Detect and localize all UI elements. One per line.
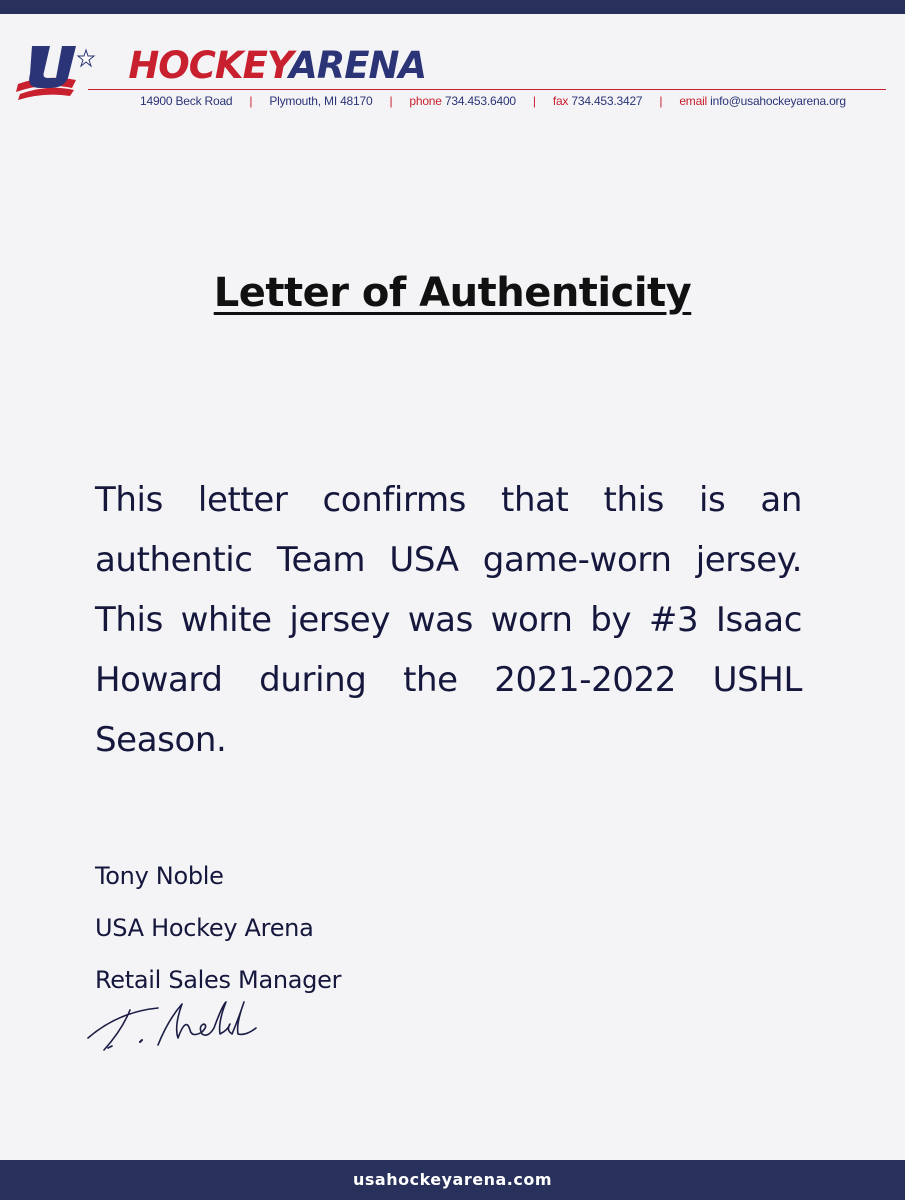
separator: | (249, 94, 253, 108)
logo-arena-text: ARENA (289, 44, 427, 87)
separator: | (659, 94, 663, 108)
logo-wordmark (46, 44, 426, 87)
fax-label: fax (552, 94, 569, 108)
address-text: 14900 Beck Road (140, 94, 233, 108)
separator: | (532, 94, 536, 108)
phone-label: phone (409, 94, 442, 108)
email-label: email (679, 94, 708, 108)
phone-text: 734.453.6400 (444, 94, 516, 108)
logo-hockey-text: HOCKEY (128, 44, 290, 87)
separator: | (389, 94, 393, 108)
fax-text: 734.453.3427 (571, 94, 643, 108)
letter-body: This letter confirms that this is an authentic Team USA game-worn jersey. This white jersey was worn by #3 Isaac Howard during the 2021-2022 USHL Season. (95, 480, 802, 760)
signer-organization: USA Hockey Arena (95, 914, 314, 942)
signer-name: Tony Noble (95, 862, 224, 890)
letterhead-contact-line (140, 94, 846, 108)
letterhead-divider (88, 89, 886, 90)
city-text: Plymouth, MI 48170 (269, 94, 373, 108)
signer-role: Retail Sales Manager (95, 966, 342, 994)
letter-title: Letter of Authenticity (213, 270, 692, 316)
handwritten-signature (78, 990, 278, 1060)
footer-website: usahockeyarena.com (352, 1170, 553, 1189)
letter-title-container (0, 270, 905, 316)
email-text: info@usahockeyarena.org (710, 94, 846, 108)
top-border-bar (0, 0, 905, 14)
